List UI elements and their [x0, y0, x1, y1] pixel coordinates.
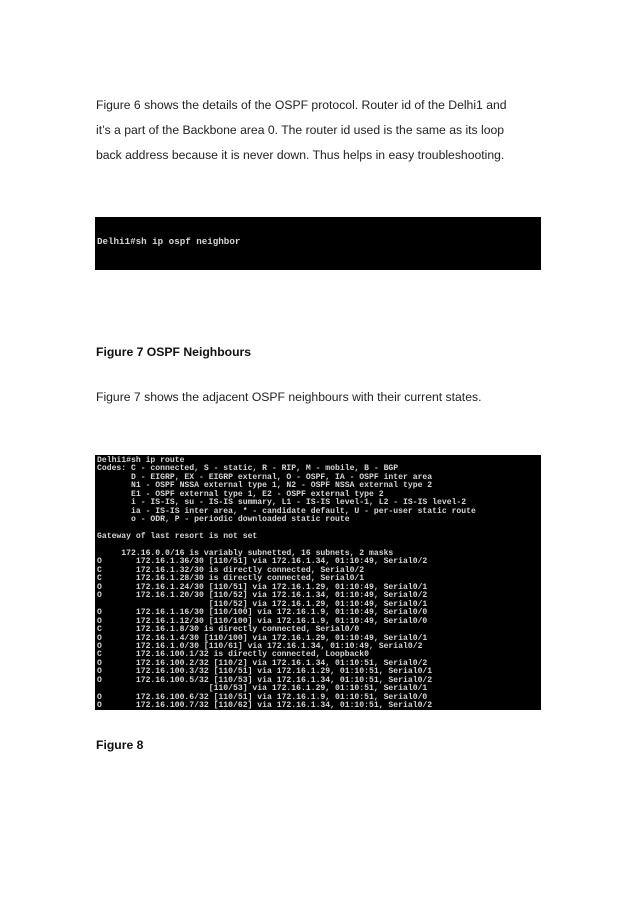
terminal-line: Delhi1#sh ip ospf neighbor — [97, 236, 241, 248]
terminal-line: O 172.16.100.3/32 [110/51] via 172.16.1.29, 01:10:51, Serial0/1 — [97, 667, 433, 677]
terminal-line: o - ODR, P - periodic downloaded static route — [97, 515, 350, 525]
terminal-line: O 172.16.100.7/32 [110/62] via 172.16.1.34, 01:10:51, Serial0/2 — [97, 701, 433, 710]
terminal-line — [97, 266, 539, 270]
intro-line: it’s a part of the Backbone area 0. The router id used is the same as its loop — [96, 123, 505, 137]
ip-route-terminal-screenshot — [95, 455, 541, 710]
terminal-line: C 172.16.1.32/30 is directly connected, Serial0/2 — [97, 565, 365, 575]
terminal-line: C 172.16.1.28/30 is directly connected, Serial0/1 — [97, 574, 365, 584]
terminal-line: E1 - OSPF external type 1, E2 - OSPF external type 2 — [97, 489, 384, 499]
terminal-line: O 172.16.1.4/30 [110/100] via 172.16.1.29, 01:10:49, Serial0/1 — [97, 633, 428, 643]
intro-paragraph — [96, 93, 546, 168]
terminal-line: O 172.16.100.6/32 [110/51] via 172.16.1.9, 01:10:51, Serial0/0 — [97, 692, 428, 702]
terminal-line: C 172.16.100.1/32 is directly connected, Loopback0 — [97, 650, 369, 660]
terminal-line: C 172.16.1.8/30 is directly connected, Serial0/0 — [97, 625, 360, 635]
intro-line: back address because it is never down. Thus helps in easy troubleshooting. — [96, 148, 505, 162]
terminal-line: ia - IS-IS inter area, * - candidate default, U - per-user static route — [97, 506, 476, 516]
terminal-line: Codes: C - connected, S - static, R - RIP, M - mobile, B - BGP — [97, 464, 399, 474]
terminal-line: O 172.16.1.0/30 [110/61] via 172.16.1.34, 01:10:49, Serial0/2 — [97, 641, 423, 651]
terminal-line: Delhi1#sh ip route — [97, 456, 185, 465]
terminal-line: [110/52] via 172.16.1.29, 01:10:49, Serial0/1 — [97, 599, 428, 609]
terminal-line: i - IS-IS, su - IS-IS summary, L1 - IS-IS level-1, L2 - IS-IS level-2 — [97, 498, 467, 508]
terminal-line: N1 - OSPF NSSA external type 1, N2 - OSPF NSSA external type 2 — [97, 481, 433, 491]
terminal-line: O 172.16.1.24/30 [110/51] via 172.16.1.29, 01:10:49, Serial0/1 — [97, 582, 428, 592]
figure-7-caption: Figure 7 OSPF Neighbours — [96, 345, 252, 359]
terminal-line: O 172.16.1.20/30 [110/52] via 172.16.1.34, 01:10:49, Serial0/2 — [97, 591, 428, 601]
ospf-neighbor-terminal-screenshot — [95, 217, 541, 270]
figure-7-description: Figure 7 shows the adjacent OSPF neighbours with their current states. — [96, 390, 482, 404]
terminal-line: O 172.16.100.5/32 [110/53] via 172.16.1.34, 01:10:51, Serial0/2 — [97, 675, 433, 685]
terminal-line: O 172.16.1.12/30 [110/100] via 172.16.1.9, 01:10:49, Serial0/0 — [97, 616, 428, 626]
figure-8-caption: Figure 8 — [96, 738, 144, 752]
terminal-line: Gateway of last resort is not set — [97, 532, 258, 542]
terminal-line: 172.16.0.0/16 is variably subnetted, 16 subnets, 2 masks — [97, 548, 394, 558]
terminal-line: O 172.16.100.2/32 [110/2] via 172.16.1.34, 01:10:51, Serial0/2 — [97, 658, 428, 668]
intro-line: Figure 6 shows the details of the OSPF protocol. Router id of the Delhi1 and — [96, 98, 507, 112]
terminal-line: [110/53] via 172.16.1.29, 01:10:51, Serial0/1 — [97, 684, 428, 694]
terminal-line: D - EIGRP, EX - EIGRP external, O - OSPF, IA - OSPF inter area — [97, 472, 433, 482]
terminal-line: O 172.16.1.16/30 [110/100] via 172.16.1.9, 01:10:49, Serial0/0 — [97, 608, 428, 618]
terminal-line: O 172.16.1.36/30 [110/51] via 172.16.1.34, 01:10:49, Serial0/2 — [97, 557, 428, 567]
